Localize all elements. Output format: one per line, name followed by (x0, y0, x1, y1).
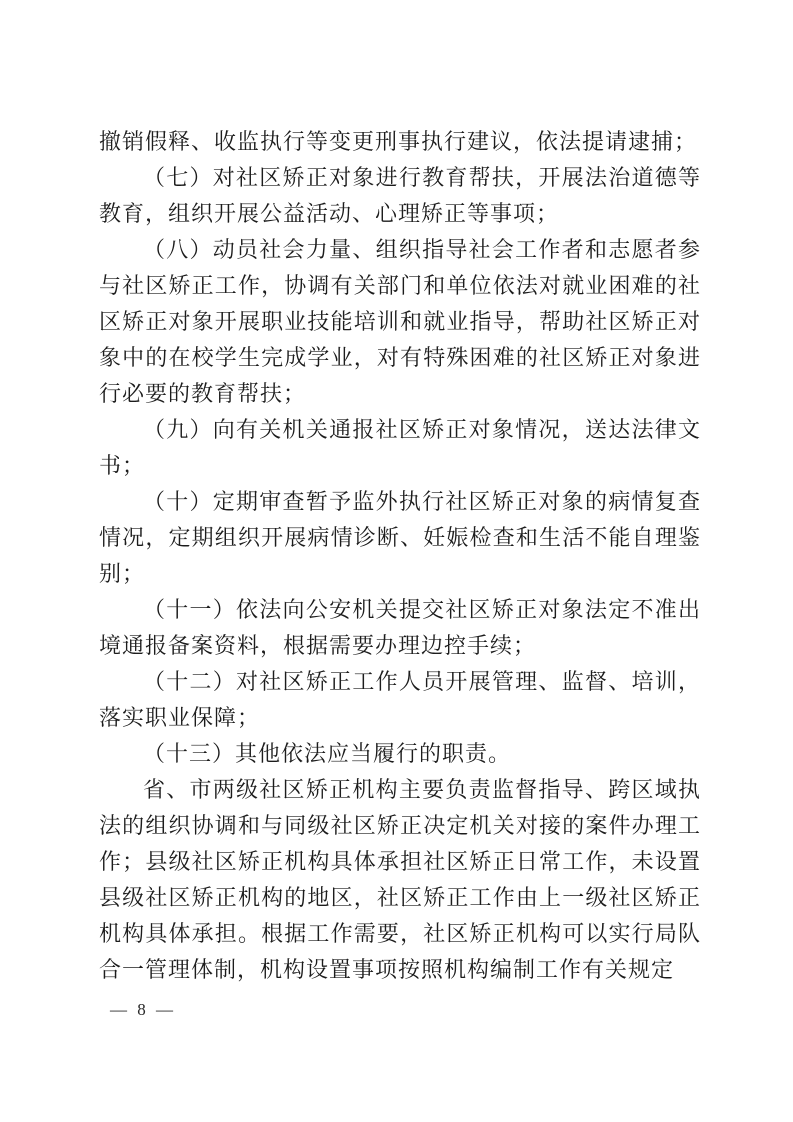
paragraph-continuation: 撤销假释、收监执行等变更刑事执行建议，依法提请逮捕； (99, 129, 698, 154)
paragraph-item-7: （七）对社区矫正对象进行教育帮扶，开展法治道德等教育，组织开展公益活动、心理矫正等事项； (99, 165, 701, 226)
document-body (99, 124, 701, 988)
paragraph-item-9: （九）向有关机关通报社区矫正对象情况，送达法律文书； (99, 417, 701, 478)
paragraph-institutions: 省、市两级社区矫正机构主要负责监督指导、跨区域执法的组织协调和与同级社区矫正决定机关对接的案件办理工作；县级社区矫正机构具体承担社区矫正日常工作，未设置县级社区矫正机构的地区，社区矫正工作由上一级社区矫正机构具体承担。根据工作需要，社区矫正机构可以实行局队合一管理体制，机构设置事项按照机构编制工作有关规定 (99, 777, 701, 982)
paragraph-item-12: （十二）对社区矫正工作人员开展管理、监督、培训，落实职业保障； (99, 669, 701, 730)
paragraph-item-11: （十一）依法向公安机关提交社区矫正对象法定不准出境通报备案资料，根据需要办理边控手续； (99, 597, 701, 658)
page-footer (110, 1000, 176, 1020)
page-number: — 8 — (110, 1000, 176, 1019)
paragraph-item-8: （八）动员社会力量、组织指导社会工作者和志愿者参与社区矫正工作，协调有关部门和单位依法对就业困难的社区矫正对象开展职业技能培训和就业指导，帮助社区矫正对象中的在校学生完成学业，对有特殊困难的社区矫正对象进行必要的教育帮扶； (99, 237, 701, 406)
paragraph-item-10: （十）定期审查暂予监外执行社区矫正对象的病情复查情况，定期组织开展病情诊断、妊娠检查和生活不能自理鉴别； (99, 489, 701, 586)
paragraph-item-13: （十三）其他依法应当履行的职责。 (143, 741, 512, 766)
